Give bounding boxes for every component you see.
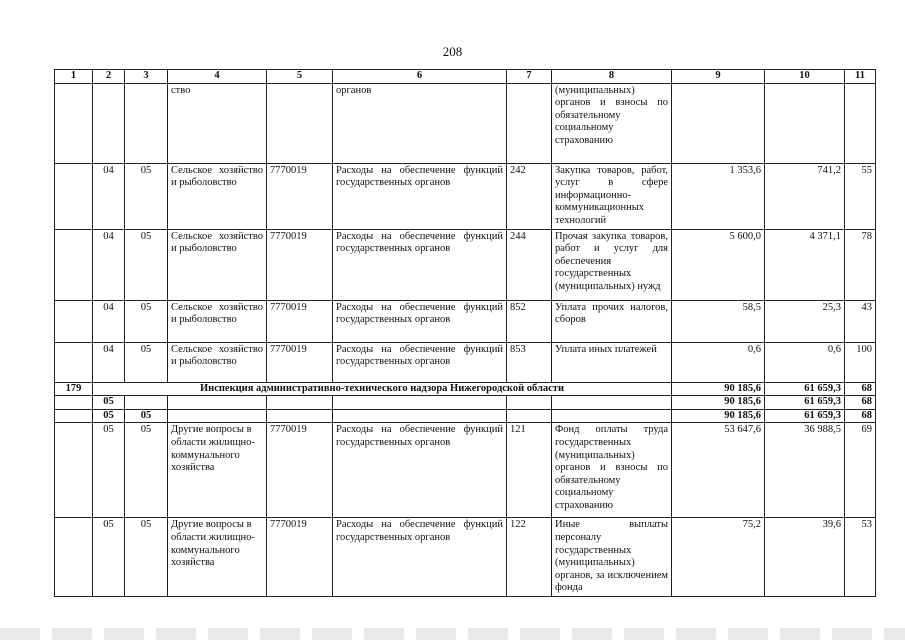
cell-actual: 25,3: [765, 300, 845, 342]
cell-actual: 61 659,3: [765, 409, 845, 423]
col-header-2: 2: [93, 70, 125, 84]
cell-plan: 53 647,6: [672, 423, 765, 518]
col-header-7: 7: [507, 70, 552, 84]
budget-table: [54, 69, 876, 597]
cell-subsection: 05: [125, 423, 168, 518]
table-row: [55, 342, 876, 382]
cell-actual: 61 659,3: [765, 396, 845, 410]
cell-target-name: Расходы на обеспечение функций государственных органов: [333, 342, 507, 382]
cell-expense-type: [507, 396, 552, 410]
cell-section-name: Сельское хозяйство и рыболовство: [168, 163, 267, 229]
cell-section-name: ство: [168, 83, 267, 163]
cell-plan: 1 353,6: [672, 163, 765, 229]
cell-number: [55, 163, 93, 229]
cell-section: 04: [93, 163, 125, 229]
page-number: 208: [442, 44, 463, 59]
cell-expense-type: 852: [507, 300, 552, 342]
cell-number: [55, 518, 93, 597]
cell-plan: 75,2: [672, 518, 765, 597]
cell-subsection: [125, 83, 168, 163]
cell-expense-type: 242: [507, 163, 552, 229]
cell-target-name: Расходы на обеспечение функций государственных органов: [333, 518, 507, 597]
cell-target-name: Расходы на обеспечение функций государственных органов: [333, 229, 507, 300]
cell-expense-type: [507, 409, 552, 423]
cell-plan: 90 185,6: [672, 409, 765, 423]
cell-target-name: Расходы на обеспечение функций государственных органов: [333, 163, 507, 229]
agency-title: Инспекция административно-технического надзора Нижегородской области: [93, 382, 672, 396]
col-header-1: 1: [55, 70, 93, 84]
cell-number: [55, 342, 93, 382]
cell-section-name: [168, 396, 267, 410]
cell-number: 179: [55, 382, 93, 396]
table-row: [55, 518, 876, 597]
cell-percent: 68: [845, 396, 876, 410]
cell-target-code: 7770019: [267, 229, 333, 300]
cell-percent: 78: [845, 229, 876, 300]
cell-section: 04: [93, 342, 125, 382]
col-header-8: 8: [552, 70, 672, 84]
cell-target-code: 7770019: [267, 342, 333, 382]
header-row: [55, 70, 876, 84]
cell-percent: 55: [845, 163, 876, 229]
section-total-row: [55, 396, 876, 410]
cell-section-name: Другие вопросы в области жилищно-коммунального хозяйства: [168, 518, 267, 597]
cell-target-code: 7770019: [267, 423, 333, 518]
cell-number: [55, 396, 93, 410]
agency-total-row: [55, 382, 876, 396]
cell-section: 05: [93, 409, 125, 423]
col-header-5: 5: [267, 70, 333, 84]
cell-expense-name: Прочая закупка товаров, работ и услуг для обеспечения государственных (муниципальных) нужд: [552, 229, 672, 300]
cell-expense-name: [552, 409, 672, 423]
cell-section: 04: [93, 300, 125, 342]
cell-expense-type: 121: [507, 423, 552, 518]
col-header-4: 4: [168, 70, 267, 84]
cell-expense-name: (муниципальных) органов и взносы по обязательному социальному страхованию: [552, 83, 672, 163]
cell-actual: 741,2: [765, 163, 845, 229]
cell-percent: 53: [845, 518, 876, 597]
cell-section: 04: [93, 229, 125, 300]
cell-plan: 90 185,6: [672, 382, 765, 396]
table-row: [55, 163, 876, 229]
table-row: [55, 229, 876, 300]
cell-expense-type: 853: [507, 342, 552, 382]
cell-percent: 68: [845, 409, 876, 423]
cell-percent: 43: [845, 300, 876, 342]
cell-expense-name: Уплата иных платежей: [552, 342, 672, 382]
scan-edge-artifact: [0, 628, 905, 640]
cell-expense-name: [552, 396, 672, 410]
cell-target-code: 7770019: [267, 300, 333, 342]
cell-number: [55, 423, 93, 518]
cell-section-name: Сельское хозяйство и рыболовство: [168, 342, 267, 382]
cell-number: [55, 229, 93, 300]
cell-percent: 100: [845, 342, 876, 382]
cell-subsection: 05: [125, 518, 168, 597]
cell-subsection: [125, 396, 168, 410]
cell-section: [93, 83, 125, 163]
table-row: [55, 300, 876, 342]
cell-target-code: [267, 396, 333, 410]
cell-target-name: Расходы на обеспечение функций государственных органов: [333, 423, 507, 518]
cell-actual: 36 988,5: [765, 423, 845, 518]
cell-plan: 90 185,6: [672, 396, 765, 410]
subsection-total-row: [55, 409, 876, 423]
col-header-10: 10: [765, 70, 845, 84]
cell-target-code: 7770019: [267, 163, 333, 229]
cell-section-name: [168, 409, 267, 423]
col-header-11: 11: [845, 70, 876, 84]
cell-expense-name: Иные выплаты персоналу государственных (муниципальных) органов, за исключением фонда: [552, 518, 672, 597]
cell-target-code: [267, 409, 333, 423]
col-header-3: 3: [125, 70, 168, 84]
cell-actual: 4 371,1: [765, 229, 845, 300]
cell-subsection: 05: [125, 163, 168, 229]
col-header-6: 6: [333, 70, 507, 84]
cell-plan: 0,6: [672, 342, 765, 382]
cell-target-code: 7770019: [267, 518, 333, 597]
cell-expense-type: 122: [507, 518, 552, 597]
cell-plan: 5 600,0: [672, 229, 765, 300]
cell-expense-type: 244: [507, 229, 552, 300]
cell-actual: [765, 83, 845, 163]
cell-percent: 69: [845, 423, 876, 518]
cell-actual: 0,6: [765, 342, 845, 382]
cell-percent: [845, 83, 876, 163]
cell-expense-type: [507, 83, 552, 163]
cell-actual: 39,6: [765, 518, 845, 597]
cell-section: 05: [93, 518, 125, 597]
cell-target-name: [333, 396, 507, 410]
cell-expense-name: Закупка товаров, работ, услуг в сфере информационно-коммуникационных технологий: [552, 163, 672, 229]
cell-section-name: Другие вопросы в области жилищно-коммунального хозяйства: [168, 423, 267, 518]
cell-subsection: 05: [125, 342, 168, 382]
cell-target-code: [267, 83, 333, 163]
cell-expense-name: Фонд оплаты труда государственных (муниципальных) органов и взносы по обязательному социальному страхованию: [552, 423, 672, 518]
cell-section: 05: [93, 423, 125, 518]
cell-actual: 61 659,3: [765, 382, 845, 396]
cell-target-name: [333, 409, 507, 423]
col-header-9: 9: [672, 70, 765, 84]
cell-plan: 58,5: [672, 300, 765, 342]
cell-subsection: 05: [125, 409, 168, 423]
cell-section: 05: [93, 396, 125, 410]
table-row: [55, 83, 876, 163]
cell-plan: [672, 83, 765, 163]
cell-number: [55, 83, 93, 163]
cell-subsection: 05: [125, 229, 168, 300]
cell-expense-name: Уплата прочих налогов, сборов: [552, 300, 672, 342]
cell-target-name: органов: [333, 83, 507, 163]
cell-section-name: Сельское хозяйство и рыболовство: [168, 229, 267, 300]
cell-number: [55, 300, 93, 342]
cell-target-name: Расходы на обеспечение функций государственных органов: [333, 300, 507, 342]
cell-percent: 68: [845, 382, 876, 396]
table-row: [55, 423, 876, 518]
cell-number: [55, 409, 93, 423]
cell-subsection: 05: [125, 300, 168, 342]
cell-section-name: Сельское хозяйство и рыболовство: [168, 300, 267, 342]
